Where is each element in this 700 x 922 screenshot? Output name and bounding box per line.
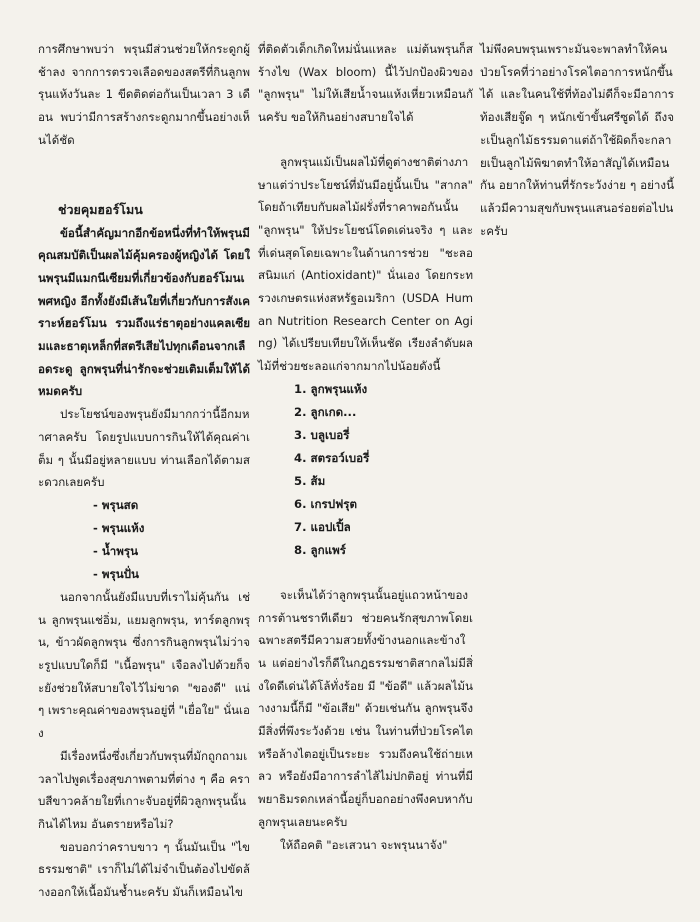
list-item: - พรุนแห้ง xyxy=(93,520,145,535)
paragraph-universal: ลูกพรุนแม้เป็นผลไม้ที่ดูต่างชาติต่างภาษาแต่ว่าประโยชน์ที่มันมีอยู่นั้นเป็น "สากล" โดยถ้าเทียบกับผลไม้ฝรั่งที่ราคาพอกันนั้น "ลูกพรุน" ให้ประโยชน์โดดเด่นจริง ๆ และ ที่เด่นสุดโดยเฉพาะในด้านการช่วย "ชะลอสนิมแก่ (Antioxidant)" นั่นเอง โดยกระทรวงเกษตรแห่งสหรัฐอเมริกา (USDA Human Nutrition Research Center on Aging) ได้เปรียบเทียบให้เห็นชัด เรียงลำดับผลไม้ที่ช่วยชะลอแก่จากมากไปน้อยดังนี้ xyxy=(258,154,473,374)
list-item: 4. สตรอว์เบอรี่ xyxy=(294,450,370,465)
column-left xyxy=(38,38,250,904)
section-heading-hormone: ช่วยคุมฮอร์โมน xyxy=(58,201,143,217)
list-item: 8. ลูกแพร์ xyxy=(294,542,346,557)
list-item: - พรุนสด xyxy=(93,497,139,512)
list-item: - พรุนปั่น xyxy=(93,566,139,581)
prune-forms-list xyxy=(38,494,250,586)
paragraph-other-forms: นอกจากนั้นยังมีแบบที่เราไม่คุ้นกัน เช่น ลูกพรุนแช่อิ่ม, แยมลูกพรุน, ทาร์ตลูกพรุน, ข้าวผัดลูกพรุน ซึ่งการกินลูกพรุนไม่ว่าจะรูปแบบใดก็มี "เนื้อพรุน" เจือลงไปด้วยก็จะยังช่วยให้สบายใจไว้ไม่ขาด "ของดี" แน่ ๆ เพราะคุณค่าของพรุนอยู่ที่ "เยื่อใย" นั่นเอง xyxy=(38,589,250,741)
paragraph-wax-bloom: ที่ติดตัวเด็กเกิดใหม่นั่นแหละ แม่ต้นพรุนก็สร้างไข (Wax bloom) นี้ไว้ปกป้องผิวของ "ลูกพรุน" ไม่ให้เสียน้ำจนแห้งเหี่ยวเหมือนกันครับ ขอให้กินอย่างสบายใจได้ xyxy=(258,42,473,125)
list-item: - น้ำพรุน xyxy=(93,543,139,558)
paragraph-story: มีเรื่องหนึ่งซึ่งเกี่ยวกับพรุนที่มักถูกถามเวลาไปพูดเรื่องสุขภาพตามที่ต่าง ๆ คือ คราบสีขาวคล้ายใยที่เกาะจับอยู่ที่ผิวลูกพรุนนั้นกินได้ไหม อันตรายหรือไม่? xyxy=(38,748,250,831)
column-right xyxy=(480,38,674,242)
list-item: 1. ลูกพรุนแห้ง xyxy=(294,381,368,396)
list-item: 3. บลูเบอรี่ xyxy=(294,427,350,442)
paragraph-conclusion: จะเห็นได้ว่าลูกพรุนนั้นอยู่แถวหน้าของการต้านชราทีเดียว ช่วยคนรักสุขภาพโดยเฉพาะสตรีมีความสวยทั้งข้างนอกและข้างใน แต่อย่างไรก็ดีในกฎธรรมชาติสากลไม่มีสิ่งใดดีเด่นได้โล้ทั่งร้อย มี "ข้อดี" แล้วผลไม้นางงามนี้ก็มี "ข้อเสีย" ด้วยเช่นกัน ลูกพรุนจึงมีสิ่งที่พึงระวังด้วย เช่น ในท่านที่ป่วยโรคไตหรือล้างไตอยู่เป็นระยะ รวมถึงคนใช้ถ่ายเหลว หรือยังมีอาการลำไส้ไม่ปกติอยู่ ท่านที่มีพยาธิมรดกเหล่านี้อยู่ก็บอกอย่างพึงคบหากับลูกพรุนเลยนะครับ xyxy=(258,587,473,829)
list-item: 5. ส้ม xyxy=(294,473,326,488)
paragraph-quote: ให้ถือคติ "อะเสวนา จะพรุนนาจัง" xyxy=(280,837,448,852)
paragraph-bone-study: การศึกษาพบว่า พรุนมีส่วนช่วยให้กระดูกผู้ช้าลง จากการตรวจเลือดของสตรีที่กินลูกพรุนแห้งวันละ 1 ขีดติดต่อกันเป็นเวลา 3 เดือน พบว่ามีการสร้างกระดูกมากขึ้นอย่างเห็นได้ชัด xyxy=(38,42,250,147)
paragraph-answer: ขอบอกว่าคราบขาว ๆ นั้นมันเป็น "ไขธรรมชาติ" เราก็ไม่ได้ไม่จำเป็นต้องไปขัดล้างออกให้เนื้อมันช้ำนะครับ มันก็เหมือนไข xyxy=(38,839,250,900)
paragraph-hormone: ข้อนี้สำคัญมากอีกข้อหนึ่งที่ทำให้พรุนมีคุณสมบัติเป็นผลไม้คุ้มครองผู้หญิงได้ โดยในพรุนมีแมกนีเซียมที่เกี่ยวข้องกับฮอร์โมนเพศหญิง อีกทั้งยังมีเส้นใยที่เกี่ยวกับการสังเคราะห์ฮอร์โมน รวมถึงแร่ธาตุอย่างแคลเซียมและธาตุเหล็กที่สตรีเสียไปทุกเดือนจากเลือดระดู ลูกพรุนที่น่ารักจะช่วยเติมเต็มให้ได้หมดครับ xyxy=(38,225,250,399)
column-middle xyxy=(258,38,473,856)
paragraph-warning: ไม่พึงคบพรุนเพราะมันจะพาลทำให้คนป่วยโรคที่ว่าอย่างโรคไตอาการหนักขึ้นได้ และในคนใช้ที่ท้องไม่ดีก็จะมีอาการท้องเสียจู๊ด ๆ หนักเข้าขั้นศรีซูดได้ ถึงจะเป็นลูกไม้ธรรมดาแต่ถ้าใช้ผิดก็จะกลายเป็นลูกไม้พิฆาตทำให้อาสัญได้เหมือนกัน อยากให้ท่านที่รักระวังง่าย ๆ อย่างนี้แล้วมีความสุขกับพรุนแสนอร่อยต่อไปนะครับ xyxy=(480,42,674,238)
list-item: 7. แอปเปิ้ล xyxy=(294,519,351,534)
paragraph-benefit: ประโยชน์ของพรุนยังมีมากกว่านี้อีกมหาศาลครับ โดยรูปแบบการกินให้ได้คุณค่าเต็ม ๆ นั้นมีอยู่หลายแบบ ท่านเลือกได้ตามสะดวกเลยครับ xyxy=(38,407,250,490)
list-item: 2. ลูกเกด... xyxy=(294,404,357,419)
list-item: 6. เกรปฟรุต xyxy=(294,496,358,511)
antioxidant-ranking-list xyxy=(258,378,473,562)
